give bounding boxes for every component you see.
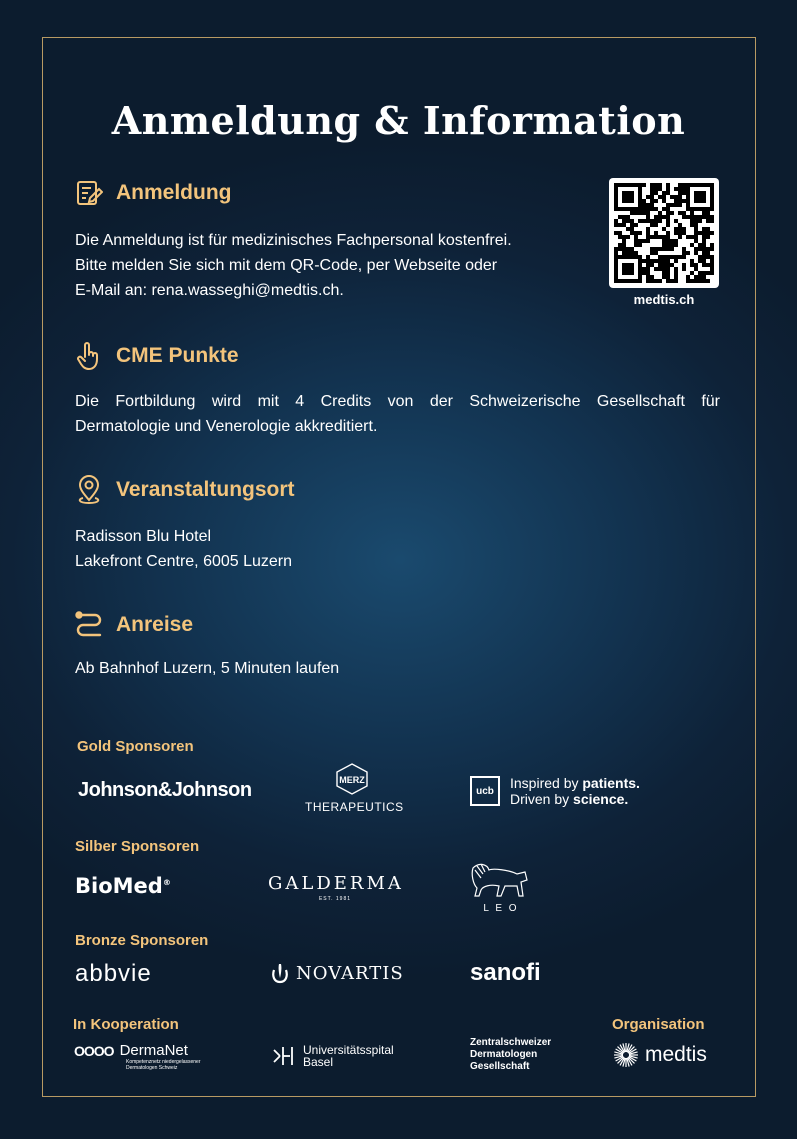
text-line: Ab Bahnhof Luzern, 5 Minuten laufen (75, 660, 340, 677)
galderma-name: GALDERMA (268, 873, 404, 894)
ucb-logo (470, 775, 640, 807)
dermanet-name: DermaNet (119, 1042, 188, 1059)
gold-sponsors-label: Gold Sponsoren (77, 738, 194, 755)
section-ort-header (74, 475, 295, 505)
page-title: Anmeldung & Information (111, 98, 686, 143)
svg-text:MERZ: MERZ (339, 775, 365, 785)
leo-logo (467, 860, 535, 914)
dermanet-subtitle-1: Kompetenznetz niedergelassener (126, 1059, 201, 1065)
novartis-name: NOVARTIS (296, 962, 404, 984)
section-cme-text (75, 389, 720, 439)
medtis-logo (613, 1042, 707, 1068)
abbvie-logo: abbvie (75, 960, 152, 987)
merz-hexagon-icon (334, 762, 370, 796)
medtis-name: medtis (645, 1043, 707, 1066)
section-cme-header (74, 341, 239, 371)
galderma-est: EST. 1981 (318, 896, 352, 902)
route-icon (74, 610, 104, 640)
usb-mark-icon (272, 1045, 298, 1067)
qr-code[interactable] (609, 178, 719, 288)
novartis-logo (270, 962, 404, 984)
section-anreise-text (75, 656, 339, 681)
lion-icon (469, 860, 533, 900)
zdg-line-1: Zentralschweizer (470, 1037, 552, 1048)
usb-line-2: Basel (303, 1055, 334, 1069)
text-line: E-Mail an: rena.wasseghi@medtis.ch. (75, 282, 344, 299)
dermanet-mark: OOOO (74, 1042, 114, 1059)
text-line: Dermatologie und Venerologie akkreditiert. (75, 418, 378, 435)
silver-sponsors-label: Silber Sponsoren (75, 838, 200, 855)
section-ort-text (75, 524, 292, 574)
novartis-flame-icon (270, 962, 290, 984)
location-pin-icon (74, 475, 104, 505)
ucb-tagline-1a: Inspired by (510, 775, 583, 791)
biomed-name: BioMed (75, 874, 163, 898)
biomed-reg: ® (162, 878, 171, 887)
text-line: Die Anmeldung ist für medizinisches Fachpersonal kostenfrei. (75, 232, 512, 249)
bronze-sponsors-label: Bronze Sponsoren (75, 932, 209, 949)
pointing-hand-icon (74, 341, 104, 371)
galderma-logo (268, 873, 402, 902)
section-anreise-title: Anreise (116, 613, 194, 636)
ucb-mark: ucb (470, 776, 500, 806)
usb-line-1: Universitätsspital (303, 1043, 394, 1057)
biomed-logo (75, 874, 171, 898)
dermanet-logo (74, 1042, 201, 1071)
form-edit-icon (74, 178, 104, 208)
section-anmeldung-title: Anmeldung (116, 181, 232, 204)
merz-logo (305, 762, 404, 814)
ucb-tagline-1b: patients. (582, 775, 640, 791)
sanofi-logo: sanofi (470, 959, 541, 986)
zdg-line-3: Gesellschaft (470, 1061, 530, 1072)
section-cme-title: CME Punkte (116, 344, 239, 367)
universitaetsspital-basel-logo (272, 1044, 394, 1068)
merz-subtitle: THERAPEUTICS (305, 800, 404, 814)
ucb-tagline-2a: Driven by (510, 791, 574, 807)
organisation-label: Organisation (612, 1016, 705, 1033)
section-anreise-header (74, 610, 193, 640)
section-anmeldung-header (74, 178, 232, 208)
dermanet-subtitle-2: Dermatologen Schweiz (126, 1065, 178, 1071)
johnson-johnson-logo: Johnson&Johnson (78, 779, 252, 801)
text-line: Bitte melden Sie sich mit dem QR-Code, per Webseite oder (75, 257, 498, 274)
cooperation-label: In Kooperation (73, 1016, 179, 1033)
zdg-line-2: Dermatologen (470, 1049, 538, 1060)
text-line: Radisson Blu Hotel (75, 528, 212, 545)
text-line: Die Fortbildung wird mit 4 Credits von der Schweizerische Gesellschaft für (75, 393, 720, 410)
zdg-logo (470, 1037, 551, 1073)
section-ort-title: Veranstaltungsort (116, 478, 295, 501)
ucb-tagline-2b: science. (573, 791, 629, 807)
qr-caption: medtis.ch (633, 292, 695, 307)
text-line: Lakefront Centre, 6005 Luzern (75, 553, 293, 570)
medtis-sun-icon (613, 1042, 639, 1068)
section-anmeldung-text (75, 228, 595, 303)
leo-name: L E O (483, 903, 519, 914)
